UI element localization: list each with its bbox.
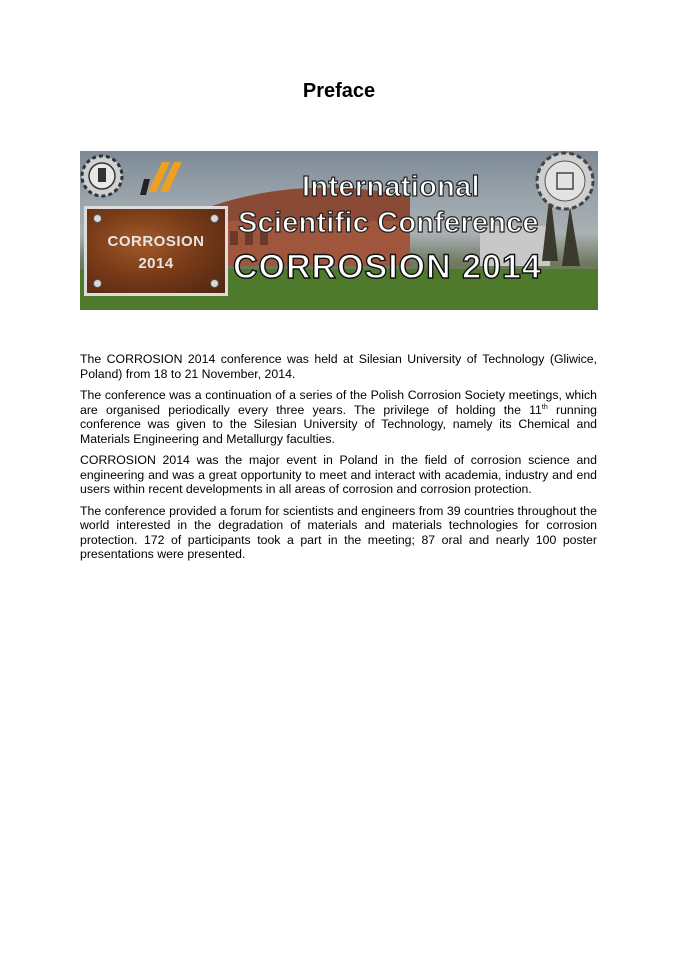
corrosion-plate bbox=[84, 206, 228, 296]
screw-icon bbox=[210, 214, 219, 223]
conference-banner bbox=[80, 151, 598, 310]
paragraph-2-start: The conference was a continuation of a series of the Polish Corrosion Society meetings, which are organised periodically every three years. The privilege of holding the 11 bbox=[80, 388, 597, 417]
university-seal-icon bbox=[537, 153, 593, 209]
paragraph-2 bbox=[80, 388, 597, 446]
plate-line-1: CORROSION bbox=[107, 233, 205, 250]
banner-line-corrosion-2014: CORROSION 2014 bbox=[233, 248, 542, 286]
preface-body bbox=[80, 352, 597, 569]
ordinal-suffix: th bbox=[541, 403, 548, 411]
gear-logo-icon bbox=[82, 156, 122, 196]
banner-line-international: International bbox=[302, 171, 480, 203]
tree bbox=[562, 206, 580, 266]
paragraph-2-end: running conference was given to the Silesian University of Technology, namely its Chemical and Materials Engineering and Metallurgy faculties. bbox=[80, 402, 597, 446]
plate-line-2: 2014 bbox=[138, 255, 174, 272]
paragraph-4: The conference provided a forum for scientists and engineers from 39 countries throughout the world interested in the degradation of materials and materials technologies for corrosion protection. 172 of participants took a part in the meeting; 87 oral and nearly 100 poster presentations were presented. bbox=[80, 503, 597, 561]
institute-logo-icon bbox=[140, 162, 182, 195]
screw-icon bbox=[210, 279, 219, 288]
paragraph-1: The CORROSION 2014 conference was held at Silesian University of Technology (Gliwice, Poland) from 18 to 21 November, 2014. bbox=[80, 352, 597, 381]
paragraph-3: CORROSION 2014 was the major event in Poland in the field of corrosion science and engineering and was a great opportunity to meet and interact with academia, industry and end users within recent developments in all areas of corrosion and corrosion protection. bbox=[80, 453, 597, 496]
screw-icon bbox=[93, 214, 102, 223]
page-title: Preface bbox=[302, 80, 376, 102]
screw-icon bbox=[93, 279, 102, 288]
banner-line-scientific-conference: Scientific Conference bbox=[238, 207, 539, 239]
